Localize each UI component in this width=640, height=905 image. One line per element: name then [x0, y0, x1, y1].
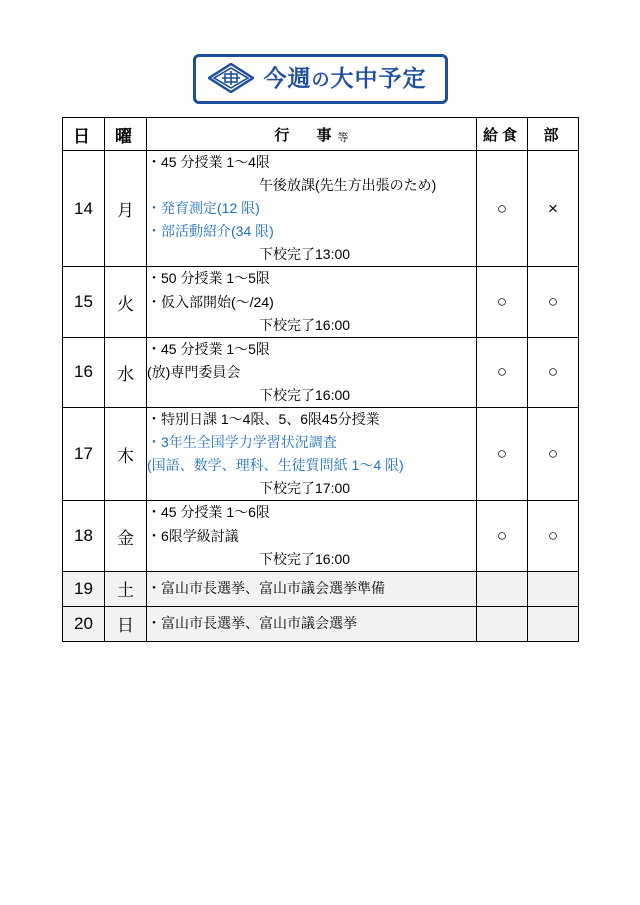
- cell-club: [528, 571, 579, 606]
- event-line: ・3年生全国学力学習状況調査: [147, 434, 337, 451]
- title-banner: [193, 54, 448, 104]
- cell-day: 18: [63, 501, 105, 571]
- cell-lunch: ○: [477, 151, 528, 267]
- header-events: [147, 118, 477, 151]
- cell-lunch: [477, 606, 528, 641]
- event-line: 下校完了13:00: [259, 246, 351, 263]
- cell-club: [528, 606, 579, 641]
- title-particle: の: [311, 69, 331, 90]
- schedule-table-container: [62, 117, 578, 642]
- cell-lunch: ○: [477, 501, 528, 571]
- cell-events: [147, 408, 477, 501]
- cell-weekday: 土: [105, 571, 147, 606]
- event-line: 下校完了17:00: [259, 480, 351, 497]
- title-banner-container: [0, 54, 640, 104]
- table-row: [63, 267, 579, 337]
- header-lunch: 給食: [477, 118, 528, 151]
- header-events-sub: 等: [337, 131, 349, 144]
- cell-club: ○: [528, 337, 579, 407]
- header-club: 部: [528, 118, 579, 151]
- event-line: (国語、数学、理科、生徒質問紙 1〜4 限): [147, 457, 404, 474]
- event-line: ・45 分授業 1〜4限: [147, 154, 270, 170]
- event-line: ・富山市長選挙、富山市議会選挙: [147, 615, 357, 632]
- table-body: [63, 151, 579, 642]
- cell-day: 16: [63, 337, 105, 407]
- cell-club: ○: [528, 267, 579, 337]
- event-line: ・仮入部開始(〜/24): [147, 293, 274, 310]
- cell-events: [147, 267, 477, 337]
- cell-day: 20: [63, 606, 105, 641]
- cell-day: 19: [63, 571, 105, 606]
- page-title: [263, 64, 427, 91]
- table-row: [63, 606, 579, 641]
- cell-day: 14: [63, 151, 105, 267]
- event-line: 下校完了16:00: [259, 316, 351, 333]
- table-header-row: [63, 118, 579, 151]
- event-line: (放)専門委員会: [147, 363, 241, 380]
- cell-lunch: ○: [477, 267, 528, 337]
- cell-weekday: 月: [105, 151, 147, 267]
- event-line: 下校完了16:00: [259, 550, 351, 567]
- event-line: ・6限学級討議: [147, 527, 239, 544]
- cell-day: 17: [63, 408, 105, 501]
- cell-club: ○: [528, 408, 579, 501]
- cell-weekday: 水: [105, 337, 147, 407]
- event-line: ・50 分授業 1〜5限: [147, 270, 270, 287]
- cell-events: [147, 606, 477, 641]
- cell-lunch: ○: [477, 408, 528, 501]
- event-line: ・45 分授業 1〜5限: [147, 340, 270, 357]
- header-weekday: 曜: [105, 118, 147, 151]
- event-line: ・部活動紹介(34 限): [147, 223, 274, 240]
- cell-weekday: 金: [105, 501, 147, 571]
- table-row: [63, 408, 579, 501]
- cell-lunch: [477, 571, 528, 606]
- event-line: ・発育測定(12 限): [147, 200, 260, 217]
- table-row: [63, 337, 579, 407]
- cell-events: [147, 151, 477, 267]
- table-row: [63, 571, 579, 606]
- event-line: 午後放課(先生方出張のため): [259, 177, 437, 194]
- cell-club: ×: [528, 151, 579, 267]
- table-row: [63, 501, 579, 571]
- cell-day: 15: [63, 267, 105, 337]
- header-day: 日: [63, 118, 105, 151]
- title-prefix: 今週: [263, 64, 312, 91]
- cell-events: [147, 501, 477, 571]
- cell-weekday: 火: [105, 267, 147, 337]
- table-row: [63, 151, 579, 267]
- weekly-schedule-table: [62, 117, 579, 642]
- cell-weekday: 日: [105, 606, 147, 641]
- school-emblem-icon: [208, 63, 254, 93]
- event-line: ・富山市長選挙、富山市議会選挙準備: [147, 580, 385, 597]
- title-main: 大中予定: [330, 64, 427, 91]
- event-line: 下校完了16:00: [259, 386, 351, 403]
- cell-events: [147, 337, 477, 407]
- cell-events: [147, 571, 477, 606]
- cell-club: ○: [528, 501, 579, 571]
- header-events-label: 行 事: [274, 126, 338, 144]
- cell-lunch: ○: [477, 337, 528, 407]
- cell-weekday: 木: [105, 408, 147, 501]
- event-line: ・45 分授業 1〜6限: [147, 504, 270, 521]
- event-line: ・特別日課 1〜4限、5、6限45分授業: [147, 411, 380, 428]
